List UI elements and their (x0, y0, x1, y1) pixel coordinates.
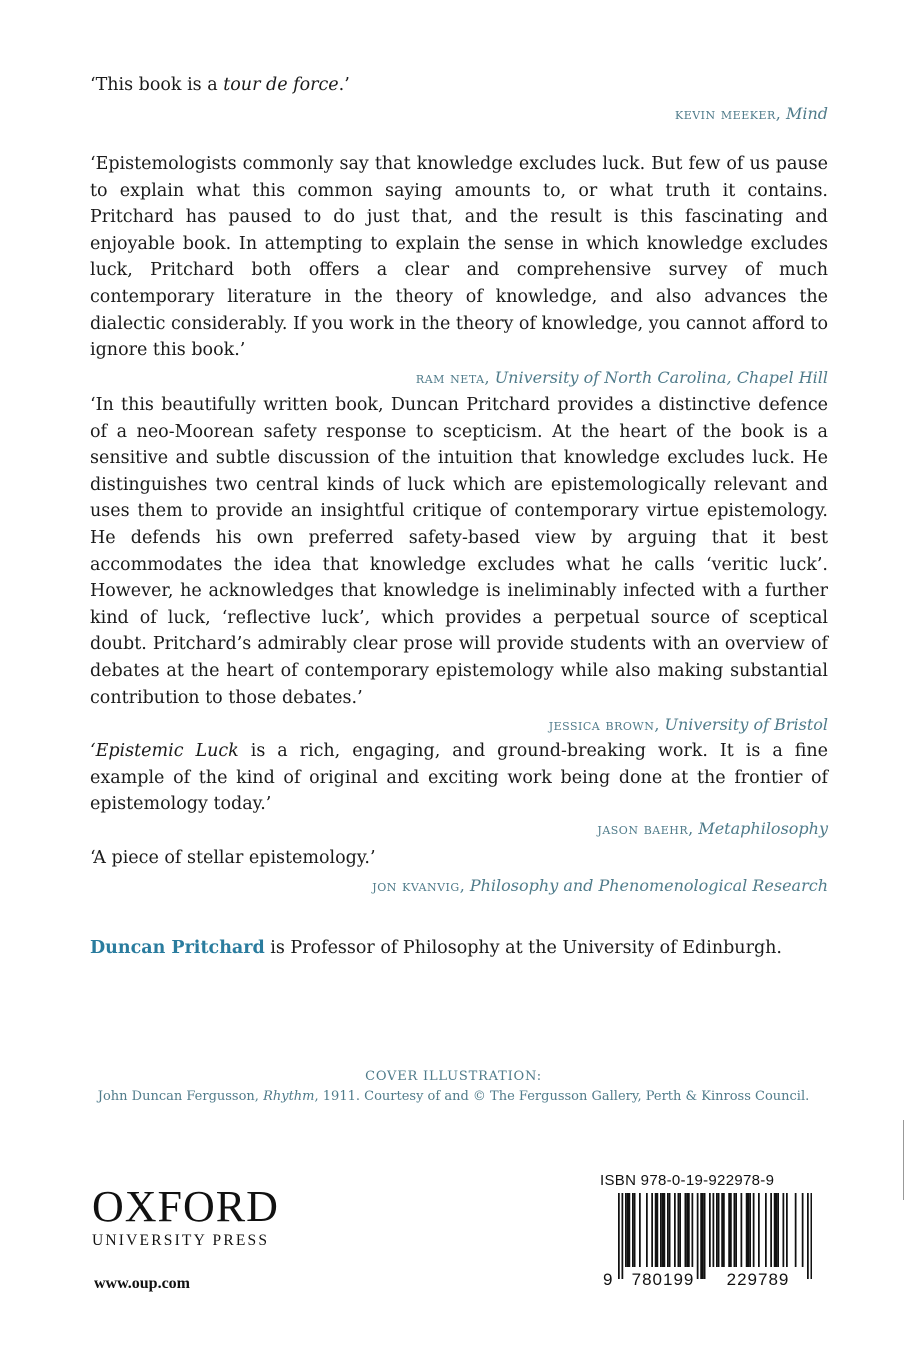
barcode-bar (639, 1193, 641, 1267)
barcode-bar (618, 1193, 620, 1279)
review-1 (90, 72, 828, 125)
barcode-bar (660, 1193, 662, 1267)
barcode-bar (713, 1193, 715, 1267)
barcode-bar (697, 1193, 699, 1279)
barcode-bar (783, 1193, 785, 1267)
barcode-bar (688, 1193, 690, 1267)
reviewer-name: jon kvanvig (372, 876, 460, 895)
barcode-bar (634, 1193, 636, 1267)
review-4 (90, 738, 828, 840)
publisher-name: OXFORD (92, 1182, 279, 1231)
publisher-logo (92, 1182, 279, 1250)
barcode-bar (669, 1193, 671, 1267)
barcode-bar (728, 1193, 730, 1267)
barcode-bar (632, 1193, 634, 1267)
barcode-bar (667, 1193, 669, 1267)
review-attribution: jason baehr, Metaphilosophy (597, 818, 828, 838)
barcode-icon (600, 1193, 812, 1289)
barcode-bar (651, 1193, 653, 1267)
barcode-bar (735, 1193, 737, 1267)
page-edge-line (903, 1120, 904, 1200)
review-attribution: jon kvanvig, Philosophy and Phenomenological Research (372, 875, 828, 895)
review-5 (90, 845, 828, 897)
cover-credit-label: COVER ILLUSTRATION: (365, 1069, 542, 1084)
barcode-bar (700, 1193, 702, 1279)
barcode-bar (709, 1193, 711, 1267)
barcode-bar (664, 1193, 666, 1267)
barcode-bar (734, 1193, 736, 1267)
barcode-digits-left: 780199 (631, 1270, 695, 1289)
barcode-bar (627, 1193, 629, 1267)
barcode-bar (678, 1193, 680, 1267)
barcode-bar (662, 1193, 664, 1267)
barcode-bar (686, 1193, 688, 1267)
barcode-bar (702, 1193, 704, 1279)
barcode-bar (692, 1193, 694, 1267)
barcode-block (600, 1172, 812, 1289)
barcode-bar (753, 1193, 755, 1267)
barcode-bar (655, 1193, 657, 1267)
publisher-subname: UNIVERSITY PRESS (92, 1232, 270, 1249)
reviewer-name: ram neta (415, 368, 485, 387)
barcode-bar (718, 1193, 720, 1267)
barcode-bar (746, 1193, 748, 1267)
barcode-bar (646, 1193, 648, 1267)
barcode-bar (776, 1193, 778, 1267)
review-3 (90, 392, 828, 736)
review-quote: ‘A piece of stellar epistemology.’ (90, 848, 376, 868)
barcode-bar (802, 1193, 804, 1267)
reviewer-source: University of North Carolina, Chapel Hill (494, 367, 828, 387)
review-quote: ‘Epistemologists commonly say that knowledge excludes luck. But few of us pause to explain what this common saying amounts to, or what truth it contains. Pritchard has paused to do just that, and the result is this fascinating and enjoyable book. In attempting to explain the sense in which knowledge excludes luck, Pritchard both offers a clear and comprehensive survey of much contemporary literature in the theory of knowledge, and also advances the dialectic considerably. If you work in the theory of knowledge, you cannot afford to ignore this book.’ (90, 154, 828, 361)
reviewer-source: Metaphilosophy (698, 818, 828, 838)
barcode-lead-digit: 9 (603, 1270, 613, 1289)
reviewer-source: University of Bristol (664, 715, 828, 735)
barcode-bar (811, 1193, 813, 1279)
barcode-bar (758, 1193, 760, 1267)
barcode-digits-right: 229789 (726, 1270, 790, 1289)
barcode-bar (625, 1193, 627, 1267)
barcode-bar (679, 1193, 681, 1267)
review-attribution: jessica brown, University of Bristol (548, 715, 828, 735)
author-bio (90, 935, 828, 961)
review-quote: ‘This book is a tour de force.’ (90, 75, 350, 95)
barcode-bar (622, 1193, 624, 1279)
author-name: Duncan Pritchard (90, 938, 265, 958)
barcode-bar (765, 1193, 767, 1267)
barcode-bar (795, 1193, 797, 1267)
barcode-bar (674, 1193, 676, 1267)
barcode-bar (748, 1193, 750, 1267)
cover-credit-text: John Duncan Fergusson, Rhythm, 1911. Courtesy of and © The Fergusson Gallery, Perth & Kinross Council. (97, 1089, 810, 1104)
author-bio-text: is Professor of Philosophy at the University of Edinburgh. (264, 938, 782, 958)
review-attribution: kevin meeker, Mind (674, 103, 828, 123)
reviewer-name: jason baehr (597, 819, 689, 838)
review-2 (90, 151, 828, 389)
barcode-bar (685, 1193, 687, 1267)
publisher-url: www.oup.com (94, 1275, 191, 1292)
barcode-bar (716, 1193, 718, 1267)
barcode-bar (777, 1193, 779, 1267)
isbn-label: ISBN 978-0-19-922978-9 (600, 1172, 775, 1189)
reviewer-name: jessica brown (548, 716, 655, 735)
reviewer-source: Philosophy and Phenomenological Research (469, 875, 828, 895)
review-quote: ‘In this beautifully written book, Duncan Pritchard provides a distinctive defence of a neo-Moorean safety response to scepticism. At the heart of the book is a sensitive and subtle discussion of the intuition that knowledge excludes luck. He distinguishes two central kinds of luck which are epistemologically relevant and uses them to provide an insightful critique of contemporary virtue epistemology. He defends his own preferred safety-based view by arguing that it best accommodates the idea that knowledge excludes what he calls ‘veritic luck’. However, he acknowledges that knowledge is ineliminably infected with a further kind of luck, ‘reflective luck’, which provides a perpetual source of sceptical doubt. Pritchard’s admirably clear prose will provide students with an overview of debates at the heart of contemporary epistemology while also making substantial contribution to those debates.’ (90, 395, 828, 708)
reviewer-source: Mind (785, 103, 828, 123)
barcode-bar (721, 1193, 723, 1267)
barcode-bar (770, 1193, 772, 1267)
cover-illustration-credit (0, 1067, 907, 1107)
barcode-bar (657, 1193, 659, 1267)
review-quote: ‘Epistemic Luck is a rich, engaging, and ground-breaking work. It is a fine example of the kind of original and exciting work being done at the frontier of epistemology today.’ (90, 741, 829, 815)
review-attribution: ram neta, University of North Carolina, Chapel Hill (415, 367, 828, 387)
barcode-bar (730, 1193, 732, 1267)
barcode-bar (749, 1193, 751, 1267)
barcode-bar (704, 1193, 706, 1279)
barcode-bar (786, 1193, 788, 1267)
barcode-bar (807, 1193, 809, 1279)
barcode-bar (774, 1193, 776, 1267)
barcode-bar (629, 1193, 631, 1267)
barcode-bar (741, 1193, 743, 1267)
barcode-bar (723, 1193, 725, 1267)
reviewer-name: kevin meeker (674, 104, 776, 123)
